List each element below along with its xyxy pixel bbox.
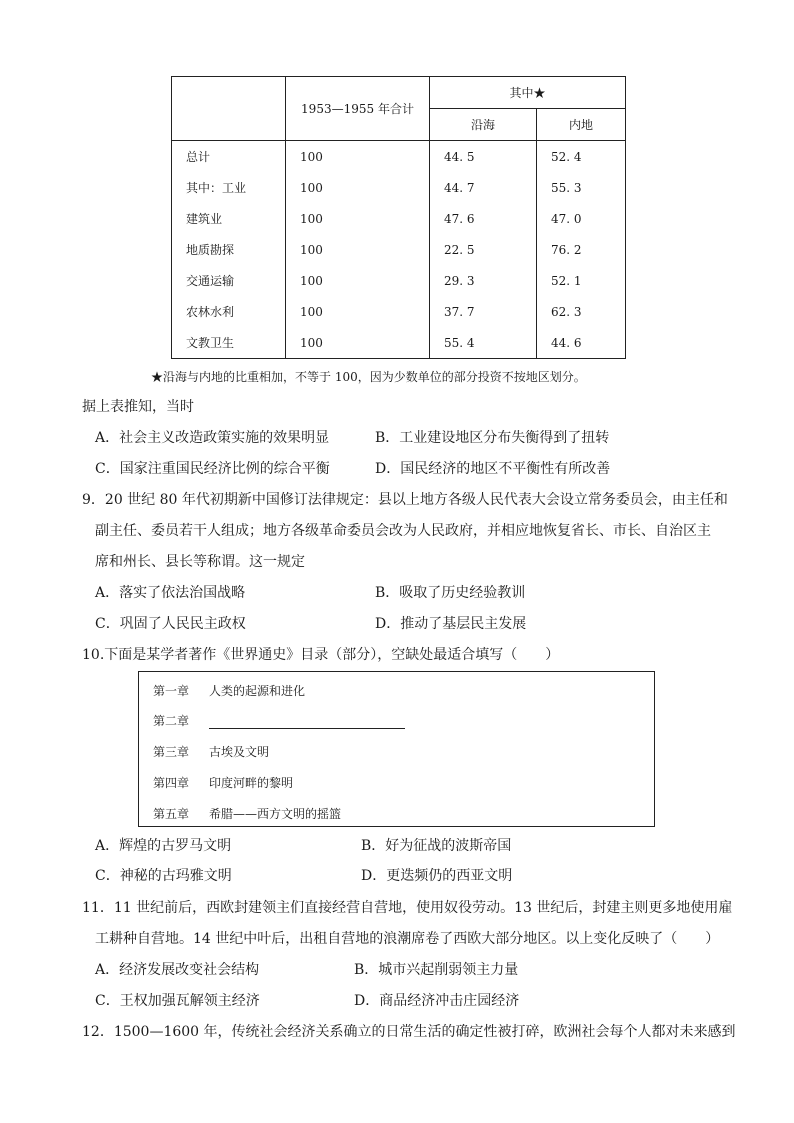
- row-coastal: 37. 7: [430, 296, 537, 327]
- row-coastal: 55. 4: [430, 327, 537, 359]
- toc-chapter: 第五章: [153, 807, 190, 821]
- toc-chapter: 第四章: [153, 776, 190, 790]
- toc-row: [153, 774, 293, 791]
- row-total: 100: [286, 172, 430, 203]
- row-label: 交通运输: [172, 265, 286, 296]
- header-inland: 内地: [537, 109, 626, 141]
- row-label: 农林水利: [172, 296, 286, 327]
- row-total: 100: [286, 141, 430, 173]
- q8-option-c[interactable]: C．国家注重国民经济比例的综合平衡: [95, 461, 330, 477]
- q10-stem: 10.下面是某学者著作《世界通史》目录（部分），空缺处最适合填写（ ）: [82, 647, 560, 663]
- row-total: 100: [286, 327, 430, 359]
- table-footnote: ★沿海与内地的比重相加，不等于 100，因为少数单位的部分投资不按地区划分。: [151, 370, 586, 384]
- header-total: 1953—1955 年合计: [286, 77, 430, 141]
- row-coastal: 29. 3: [430, 265, 537, 296]
- row-total: 100: [286, 234, 430, 265]
- toc-row: [153, 712, 405, 729]
- q10-option-d[interactable]: D．更迭频仍的西亚文明: [361, 868, 513, 884]
- toc-row: [153, 743, 269, 760]
- row-inland: 47. 0: [537, 203, 626, 234]
- q10-option-b[interactable]: B．好为征战的波斯帝国: [361, 838, 512, 854]
- row-inland: 76. 2: [537, 234, 626, 265]
- investment-table: [171, 76, 626, 359]
- row-inland: 52. 1: [537, 265, 626, 296]
- q11-stem-line2: 工耕种自营地。14 世纪中叶后，出租自营地的浪潮席卷了西欧大部分地区。以上变化反映了（ ）: [95, 931, 720, 947]
- row-inland: 52. 4: [537, 141, 626, 173]
- q11-option-a[interactable]: A．经济发展改变社会结构: [95, 962, 260, 978]
- q8-option-d[interactable]: D．国民经济的地区不平衡性有所改善: [375, 461, 611, 477]
- q10-option-c[interactable]: C．神秘的古玛雅文明: [95, 868, 232, 884]
- row-inland: 44. 6: [537, 327, 626, 359]
- q9-stem-line1: 9．20 世纪 80 年代初期新中国修订法律规定：县以上地方各级人民代表大会设立常务委员会，由主任和: [82, 492, 728, 508]
- toc-row: [153, 682, 305, 699]
- toc-chapter: 第一章: [153, 684, 190, 698]
- row-label: 文教卫生: [172, 327, 286, 359]
- header-group: 其中★: [430, 77, 626, 109]
- toc-chapter: 第二章: [153, 714, 190, 728]
- toc-title: 印度河畔的黎明: [209, 776, 294, 790]
- row-label: 总计: [172, 141, 286, 173]
- row-coastal: 44. 7: [430, 172, 537, 203]
- q9-option-b[interactable]: B．吸取了历史经验教训: [375, 585, 526, 601]
- q8-option-b[interactable]: B．工业建设地区分布失衡得到了扭转: [375, 430, 610, 446]
- row-label: 地质勘探: [172, 234, 286, 265]
- q11-option-b[interactable]: B．城市兴起削弱领主力量: [354, 962, 519, 978]
- table-row: [172, 234, 626, 265]
- toc-blank: [209, 716, 405, 729]
- table-row: [172, 296, 626, 327]
- q9-option-d[interactable]: D．推动了基层民主发展: [375, 616, 527, 632]
- q11-stem-line1: 11．11 世纪前后，西欧封建领主们直接经营自营地，使用奴役劳动。13 世纪后，封建主则更多地使用雇: [82, 900, 733, 916]
- table-row: [172, 265, 626, 296]
- q12-stem-line1: 12．1500—1600 年，传统社会经济关系确立的日常生活的确定性被打碎，欧洲社会每个人都对未来感到: [82, 1024, 736, 1040]
- table-row: [172, 327, 626, 359]
- row-inland: 62. 3: [537, 296, 626, 327]
- toc-box: [138, 671, 655, 827]
- toc-chapter: 第三章: [153, 745, 190, 759]
- q8-stem: 据上表推知，当时: [82, 399, 194, 415]
- table-row: [172, 141, 626, 173]
- row-total: 100: [286, 203, 430, 234]
- q11-option-d[interactable]: D．商品经济冲击庄园经济: [354, 993, 520, 1009]
- row-label: 建筑业: [172, 203, 286, 234]
- row-coastal: 47. 6: [430, 203, 537, 234]
- q9-option-a[interactable]: A．落实了依法治国战略: [95, 585, 246, 601]
- q9-stem-line3: 席和州长、县长等称谓。这一规定: [95, 554, 305, 570]
- q8-option-a[interactable]: A．社会主义改造政策实施的效果明显: [95, 430, 330, 446]
- toc-title: 希腊——西方文明的摇篮: [209, 807, 342, 821]
- toc-row: [153, 805, 341, 822]
- table-row: [172, 172, 626, 203]
- row-label: 其中：工业: [172, 172, 286, 203]
- toc-title: 古埃及文明: [209, 745, 270, 759]
- header-coastal: 沿海: [430, 109, 537, 141]
- q11-option-c[interactable]: C．王权加强瓦解领主经济: [95, 993, 260, 1009]
- q9-option-c[interactable]: C．巩固了人民民主政权: [95, 616, 246, 632]
- row-total: 100: [286, 265, 430, 296]
- table-row: [172, 203, 626, 234]
- row-coastal: 44. 5: [430, 141, 537, 173]
- table-corner-cell: [172, 77, 286, 141]
- row-inland: 55. 3: [537, 172, 626, 203]
- q9-stem-line2: 副主任、委员若干人组成；地方各级革命委员会改为人民政府，并相应地恢复省长、市长、自治区主: [95, 523, 711, 539]
- toc-title: 人类的起源和进化: [209, 684, 306, 698]
- row-total: 100: [286, 296, 430, 327]
- row-coastal: 22. 5: [430, 234, 537, 265]
- q10-option-a[interactable]: A．辉煌的古罗马文明: [95, 838, 232, 854]
